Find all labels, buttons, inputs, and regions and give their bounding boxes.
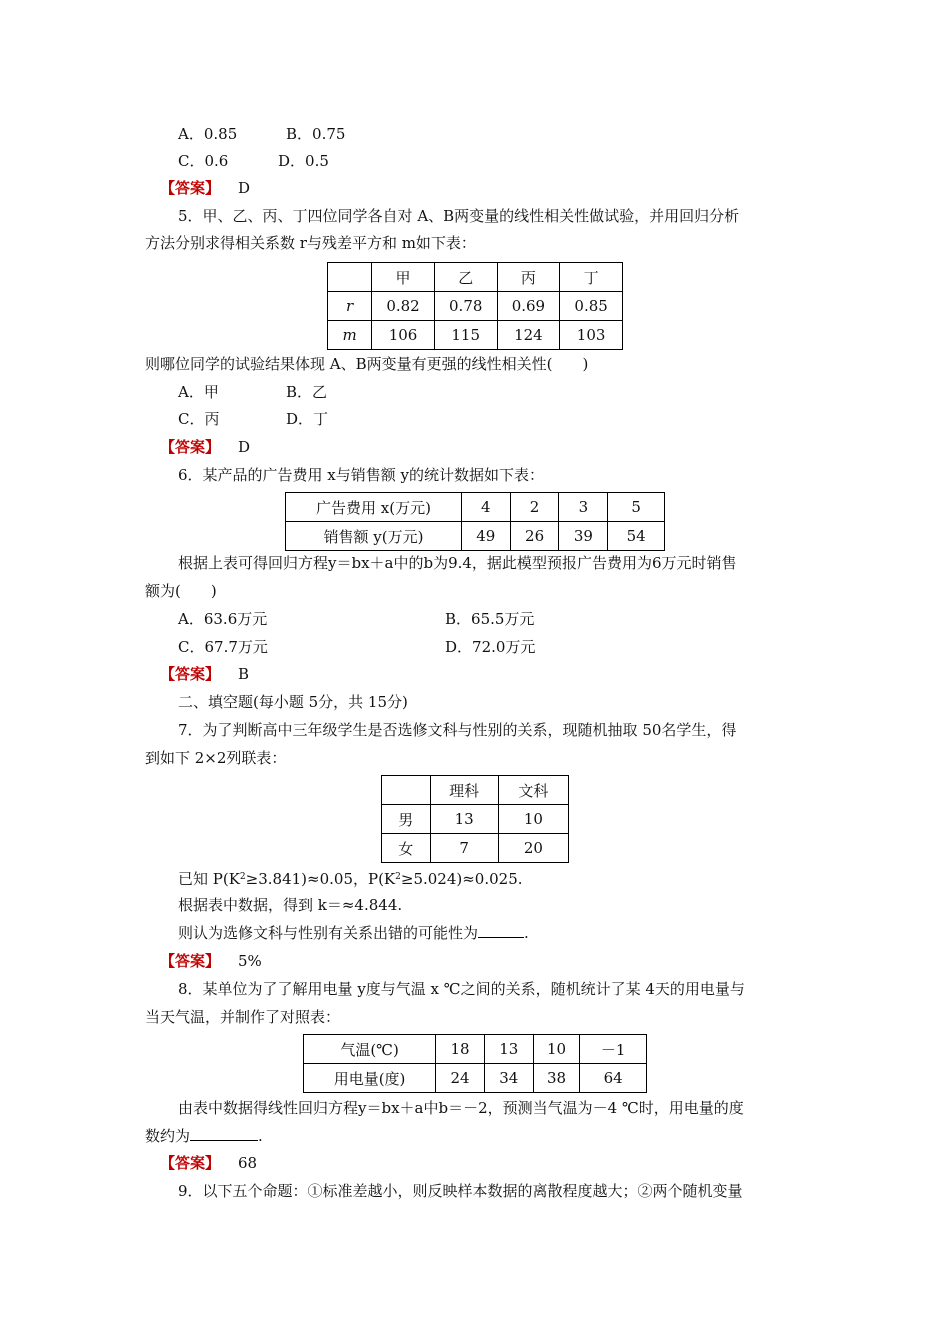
q5-cell: 0.82: [372, 292, 435, 321]
q8-table-row: [304, 1064, 647, 1093]
answer-label: 【答案】: [160, 438, 221, 456]
answer-label: 【答案】: [160, 1154, 221, 1172]
q8-question-end: .: [258, 1127, 263, 1145]
q7-stem-line2: 到如下 2×2列联表：: [145, 749, 287, 767]
q5-answer-value: D: [238, 438, 251, 456]
q6-row-label: 销售额 y(万元): [286, 522, 462, 551]
q7-cell: 10: [498, 805, 568, 834]
q5-table-header-row: [328, 263, 623, 292]
q7-stem-line1: 7．为了判断高中三年级学生是否选修文科与性别的关系，现随机抽取 50名学生，得: [178, 721, 737, 739]
q7-table-row: [382, 834, 569, 863]
q5-table-row: [328, 292, 623, 321]
q7-given: [178, 867, 523, 889]
q5-option-a: A．甲: [178, 383, 219, 401]
q7-row-label: 女: [382, 834, 431, 863]
q8-row-label: 用电量(度): [304, 1064, 436, 1093]
q5-question: 则哪位同学的试验结果体现 A、B两变量有更强的线性相关性( ): [145, 355, 589, 373]
q8-answer-value: 68: [238, 1154, 258, 1172]
answer-label: 【答案】: [160, 665, 221, 683]
q5-cell: 115: [434, 321, 497, 350]
q5-header-cell: 乙: [434, 263, 497, 292]
q5-table: [327, 262, 623, 350]
q6-question-line1: 根据上表可得回归方程y＝bx＋a中的b为9.4，据此模型预报广告费用为6万元时销售: [178, 554, 737, 572]
q5-answer-line: [160, 437, 250, 457]
q8-cell: 64: [580, 1064, 647, 1093]
q6-answer-value: B: [238, 665, 250, 683]
q7-given-part: 已知 P(K: [178, 870, 240, 888]
q7-given-part: ≥3.841)≈0.05，P(K: [245, 870, 396, 888]
q5-cell: 0.85: [560, 292, 623, 321]
q8-answer-blank: [190, 1126, 258, 1141]
q4-option-c: C．0.6: [178, 152, 229, 170]
q7-header-cell: 文科: [498, 776, 568, 805]
q6-cell: 39: [559, 522, 608, 551]
q8-row-label: 气温(℃): [304, 1035, 436, 1064]
q8-cell: 24: [436, 1064, 485, 1093]
q5-option-c: C．丙: [178, 410, 220, 428]
q8-cell: 34: [484, 1064, 533, 1093]
q8-question-line2: [145, 1126, 263, 1146]
q4-answer-line: [160, 178, 250, 198]
q5-cell: 106: [372, 321, 435, 350]
q7-cell: 13: [430, 805, 498, 834]
q6-row-label: 广告费用 x(万元): [286, 493, 462, 522]
q5-row-label: m: [328, 321, 372, 350]
q7-row-label: 男: [382, 805, 431, 834]
q6-option-a: A．63.6万元: [178, 610, 268, 628]
answer-label: 【答案】: [160, 952, 221, 970]
q8-cell: 13: [484, 1035, 533, 1064]
q8-stem-line1: 8．某单位为了了解用电量 y度与气温 x ℃之间的关系，随机统计了某 4天的用电量与: [178, 980, 745, 998]
q8-cell: 10: [533, 1035, 580, 1064]
q5-stem-line2: 方法分别求得相关系数 r与残差平方和 m如下表：: [145, 234, 476, 252]
q6-cell: 49: [461, 522, 510, 551]
q6-cell: 26: [510, 522, 559, 551]
q5-option-b: B．乙: [286, 383, 328, 401]
q7-superscript: 2: [395, 872, 401, 882]
q6-cell: 3: [559, 493, 608, 522]
q6-cell: 2: [510, 493, 559, 522]
answer-label: 【答案】: [160, 179, 221, 197]
q7-given-part: ≥5.024)≈0.025.: [400, 870, 523, 888]
q7-header-cell: 理科: [430, 776, 498, 805]
q6-table: [285, 492, 665, 551]
q6-cell: 4: [461, 493, 510, 522]
q5-cell: 124: [497, 321, 560, 350]
q6-stem: 6．某产品的广告费用 x与销售额 y的统计数据如下表：: [178, 466, 545, 484]
q5-header-cell: 丁: [560, 263, 623, 292]
q8-answer-line: [160, 1153, 257, 1173]
q7-answer-blank: [478, 923, 524, 938]
q8-table-row: [304, 1035, 647, 1064]
q5-cell: 103: [560, 321, 623, 350]
q5-header-cell: 甲: [372, 263, 435, 292]
section-heading: 二、填空题(每小题 5分，共 15分): [178, 693, 408, 711]
q6-cell: 5: [608, 493, 665, 522]
q7-question-line: [178, 923, 529, 943]
q8-table: [303, 1034, 647, 1093]
q5-option-d: D．丁: [286, 410, 329, 428]
q5-stem-line1: 5．甲、乙、丙、丁四位同学各自对 A、B两变量的线性相关性做试验，并用回归分析: [178, 207, 740, 225]
q9-stem-line1: 9．以下五个命题：①标准差越小，则反映样本数据的离散程度越大；②两个随机变量: [178, 1182, 743, 1200]
q7-question-end: .: [524, 924, 529, 942]
q7-table-row: [382, 805, 569, 834]
q6-cell: 54: [608, 522, 665, 551]
q7-header-cell: [382, 776, 431, 805]
q8-question-line1: 由表中数据得线性回归方程y＝bx＋a中b＝－2，预测当气温为－4 ℃时，用电量的度: [178, 1099, 744, 1117]
q8-stem-line2: 当天气温，并制作了对照表：: [145, 1008, 341, 1026]
q7-answer-line: [160, 951, 262, 971]
q6-table-row: [286, 493, 665, 522]
q5-table-row: [328, 321, 623, 350]
q8-cell: 18: [436, 1035, 485, 1064]
q8-cell: －1: [580, 1035, 647, 1064]
q4-option-b: B．0.75: [286, 125, 346, 143]
q7-answer-value: 5%: [238, 952, 262, 970]
q6-answer-line: [160, 664, 249, 684]
q5-header-cell: 丙: [497, 263, 560, 292]
q8-cell: 38: [533, 1064, 580, 1093]
q5-header-cell: [328, 263, 372, 292]
q7-cell: 20: [498, 834, 568, 863]
q7-superscript: 2: [239, 872, 246, 882]
q7-cell: 7: [430, 834, 498, 863]
q6-table-row: [286, 522, 665, 551]
q7-table-header-row: [382, 776, 569, 805]
q4-answer-value: D: [238, 179, 251, 197]
q7-calc: 根据表中数据，得到 k＝≈4.844.: [178, 896, 403, 914]
q4-option-a: A．0.85: [178, 125, 238, 143]
q6-option-b: B．65.5万元: [445, 610, 535, 628]
q6-option-c: C．67.7万元: [178, 638, 268, 656]
q5-cell: 0.78: [434, 292, 497, 321]
q5-cell: 0.69: [497, 292, 560, 321]
q6-question-line2: 额为( ): [145, 582, 217, 600]
q7-table: [381, 775, 569, 863]
q8-question: 数约为: [145, 1127, 191, 1145]
q6-option-d: D．72.0万元: [445, 638, 536, 656]
q7-question: 则认为选修文科与性别有关系出错的可能性为: [178, 924, 479, 942]
q5-row-label: r: [328, 292, 372, 321]
q4-option-d: D．0.5: [278, 152, 329, 170]
